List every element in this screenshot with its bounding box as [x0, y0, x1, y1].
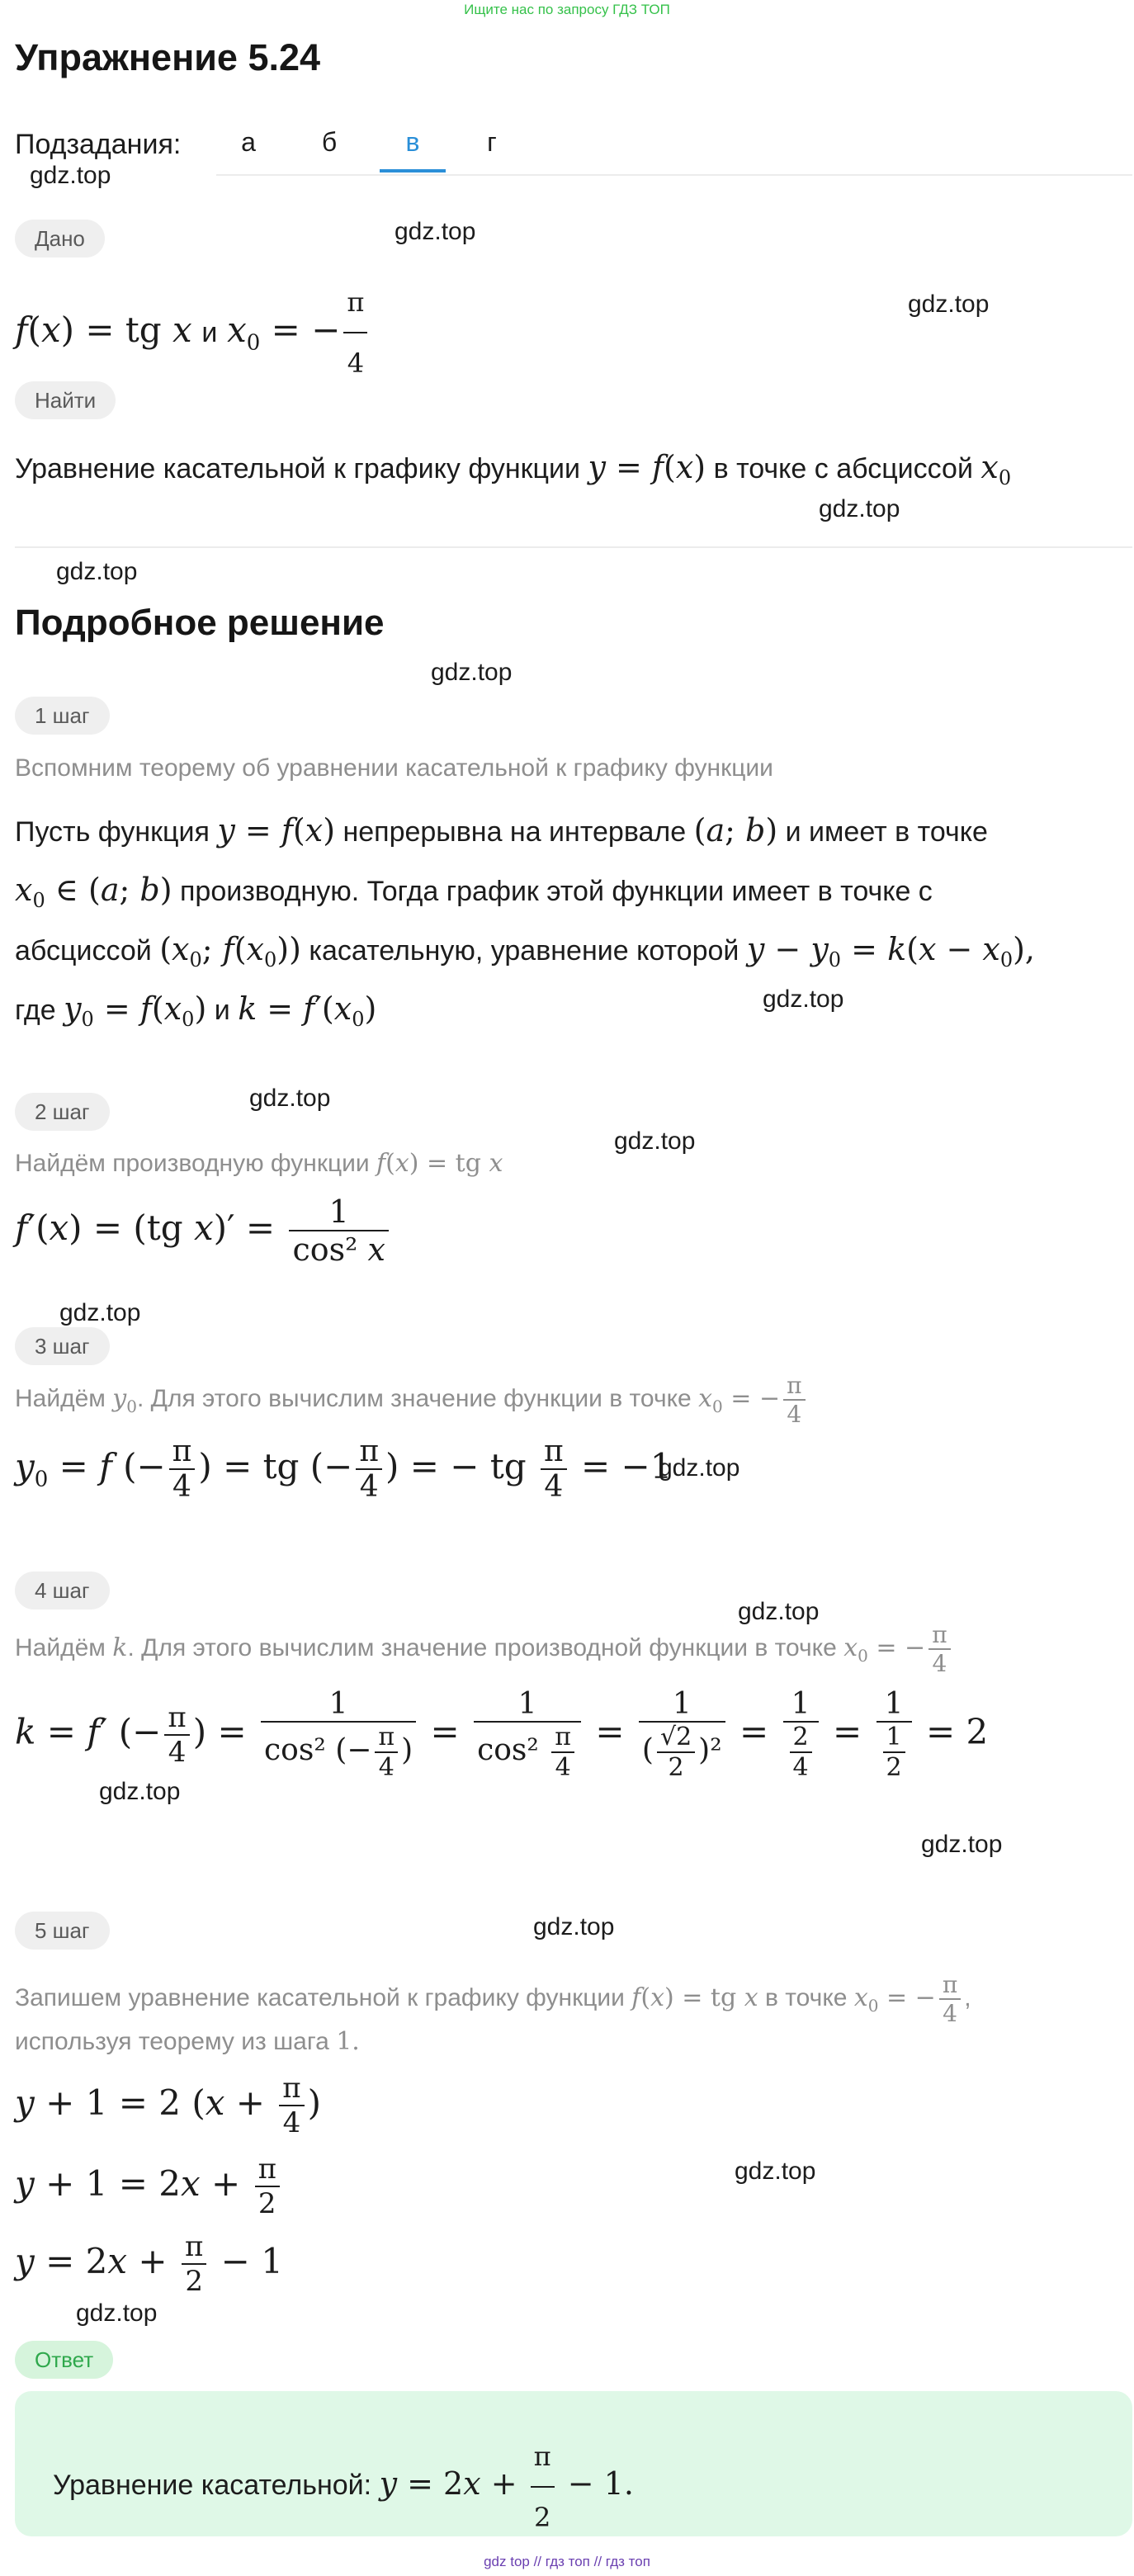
step-1-chip: 1 шаг	[15, 697, 110, 735]
watermark: gdz.top	[76, 2299, 158, 2327]
step-5-caption-line-2: используя теорему из шага 1.	[15, 2027, 360, 2056]
step-1-text: непрерывна на интервале	[343, 816, 687, 848]
step-1-line-2: $x_0$ ∈ (a; b) производную. Тогда график этой функции имеет в точке с	[15, 872, 933, 912]
step-1-text: абсциссой	[15, 935, 152, 967]
step-1-text: производную. Тогда график этой функции имеет в точке с	[180, 876, 933, 907]
top-banner: Ищите нас по запросу ГДЗ ТОП	[464, 2, 670, 17]
given-formula: f(x) = tg x и $x_0$ = − $\frac{\pi}{4}$	[15, 272, 371, 393]
step-3-caption: Найдём $y_0$. Для этого вычислим значение функции в точке $x_0$ = − $\frac{\pi}{4}$	[15, 1372, 809, 1428]
step-3-chip: 3 шаг	[15, 1327, 110, 1365]
page-title: Упражнение 5.24	[15, 36, 321, 78]
section-divider	[15, 546, 1132, 548]
tab-v[interactable]: в	[405, 127, 420, 157]
step-5-formula-2: y + 1 = 2x + $\frac{\pi}{2}$	[15, 2153, 283, 2220]
step-4-formula: k = f′ (− $\frac{\pi}{4}$ ) = 1 cos² (− $\frac{\pi}{4}$ ) = 1 cos² $\frac{\pi}{4}$ = 1 ( $\frac{√2}{2}$ )² = $\frac{1}{\frac{2}{4}}$ = $\frac{1}{\frac{1}{2}}$ = 2	[15, 1687, 989, 1782]
step-2-formula: f′(x) = (tg x)′ = $\frac{1}{\text{cos² x}}$	[15, 1193, 392, 1268]
tab-b[interactable]: б	[321, 127, 338, 157]
step-4-caption: Найдём k. Для этого вычислим значение производной функции в точке $x_0$ = − $\frac{\pi}{4}$	[15, 1621, 954, 1677]
watermark: gdz.top	[56, 558, 138, 585]
watermark: gdz.top	[819, 495, 900, 522]
step-5-caption-line-1: Запишем уравнение касательной к графику функции f(x) = tg x в точке $x_0$ = − $\frac{\pi}{4}$ ,	[15, 1971, 971, 2027]
answer-text: Уравнение касательной: y = 2x + $\frac{\pi}{2}$ − 1.	[53, 2427, 634, 2547]
tab-a[interactable]: а	[241, 127, 256, 157]
step-5-formula-3: y = 2x + $\frac{\pi}{2}$ − 1	[15, 2230, 283, 2298]
given-and: и	[201, 317, 218, 349]
watermark: gdz.top	[99, 1778, 181, 1805]
step-3-caption-text: . Для этого вычислим значение функции в точке	[136, 1384, 692, 1412]
step-1-text: где	[15, 995, 56, 1026]
step-1-line-4: где $y_0 = f(x_0)$ и $k = f'(x_0)$	[15, 990, 377, 1031]
footer-links[interactable]: gdz top // гдз топ // гдз топ	[484, 2554, 650, 2569]
step-2-caption-text: Найдём производную функции	[15, 1150, 370, 1177]
find-text-prefix: Уравнение касательной к графику функции	[15, 453, 581, 484]
watermark: gdz.top	[614, 1127, 696, 1155]
solution-title: Подробное решение	[15, 603, 385, 643]
watermark: gdz.top	[921, 1831, 1003, 1858]
step-5-caption-text: Запишем уравнение касательной к графику функции	[15, 1983, 625, 2011]
step-1-line-3: абсциссой ($x_0$; $f(x_0)$) касательную, уравнение которой $y - y_0 = k(x - x_0)$,	[15, 931, 1035, 971]
find-chip: Найти	[15, 381, 116, 419]
watermark: gdz.top	[763, 985, 844, 1013]
step-2-chip: 2 шаг	[15, 1093, 110, 1131]
answer-chip: Ответ	[15, 2341, 113, 2379]
watermark: gdz.top	[735, 2158, 816, 2185]
watermark: gdz.top	[659, 1454, 740, 1482]
tab-g[interactable]: г	[487, 127, 497, 157]
find-text-middle: в точке с абсциссой	[713, 453, 973, 484]
step-2-caption: Найдём производную функции f(x) = tg x	[15, 1149, 503, 1178]
given-chip: Дано	[15, 220, 105, 258]
step-3-formula: $y_0 = f$ (− $\frac{\pi}{4}$ ) = tg (− $\frac{\pi}{4}$ ) = − tg $\frac{\pi}{4}$ = −1	[15, 1435, 673, 1504]
watermark: gdz.top	[908, 291, 990, 318]
tabs-divider	[216, 174, 1132, 176]
watermark: gdz.top	[30, 162, 111, 189]
watermark: gdz.top	[431, 659, 513, 686]
watermark: gdz.top	[738, 1598, 820, 1625]
step-5-chip: 5 шаг	[15, 1912, 110, 1950]
step-4-caption-text: Найдём	[15, 1633, 106, 1661]
step-4-chip: 4 шаг	[15, 1572, 110, 1609]
step-1-text: и имеет в точке	[785, 816, 988, 848]
find-text: Уравнение касательной к графику функции y = f(x) в точке с абсциссой $x_0$	[15, 449, 1012, 489]
answer-label: Уравнение касательной:	[53, 2469, 372, 2501]
step-1-caption: Вспомним теорему об уравнении касательной к графику функции	[15, 754, 773, 782]
step-5-caption-text: используя теорему из шага	[15, 2028, 329, 2055]
watermark: gdz.top	[533, 1913, 615, 1940]
watermark: gdz.top	[249, 1085, 331, 1112]
step-1-text: Пусть функция	[15, 816, 210, 848]
subtasks-label: Подзадания:	[15, 129, 182, 160]
step-3-caption-text: Найдём	[15, 1384, 106, 1412]
step-5-caption-text: в точке	[764, 1983, 848, 2011]
active-tab-indicator	[380, 169, 446, 173]
step-5-formula-1: y + 1 = 2 (x + $\frac{\pi}{4}$ )	[15, 2072, 322, 2139]
step-1-text: и	[214, 995, 230, 1026]
step-1-text: касательную, уравнение которой	[309, 935, 739, 967]
watermark: gdz.top	[395, 218, 476, 245]
step-4-caption-text: . Для этого вычислим значение производной функции в точке	[127, 1633, 837, 1661]
watermark: gdz.top	[59, 1299, 141, 1326]
step-1-line-1: Пусть функция y = f(x) непрерывна на интервале (a; b) и имеет в точке	[15, 812, 988, 848]
